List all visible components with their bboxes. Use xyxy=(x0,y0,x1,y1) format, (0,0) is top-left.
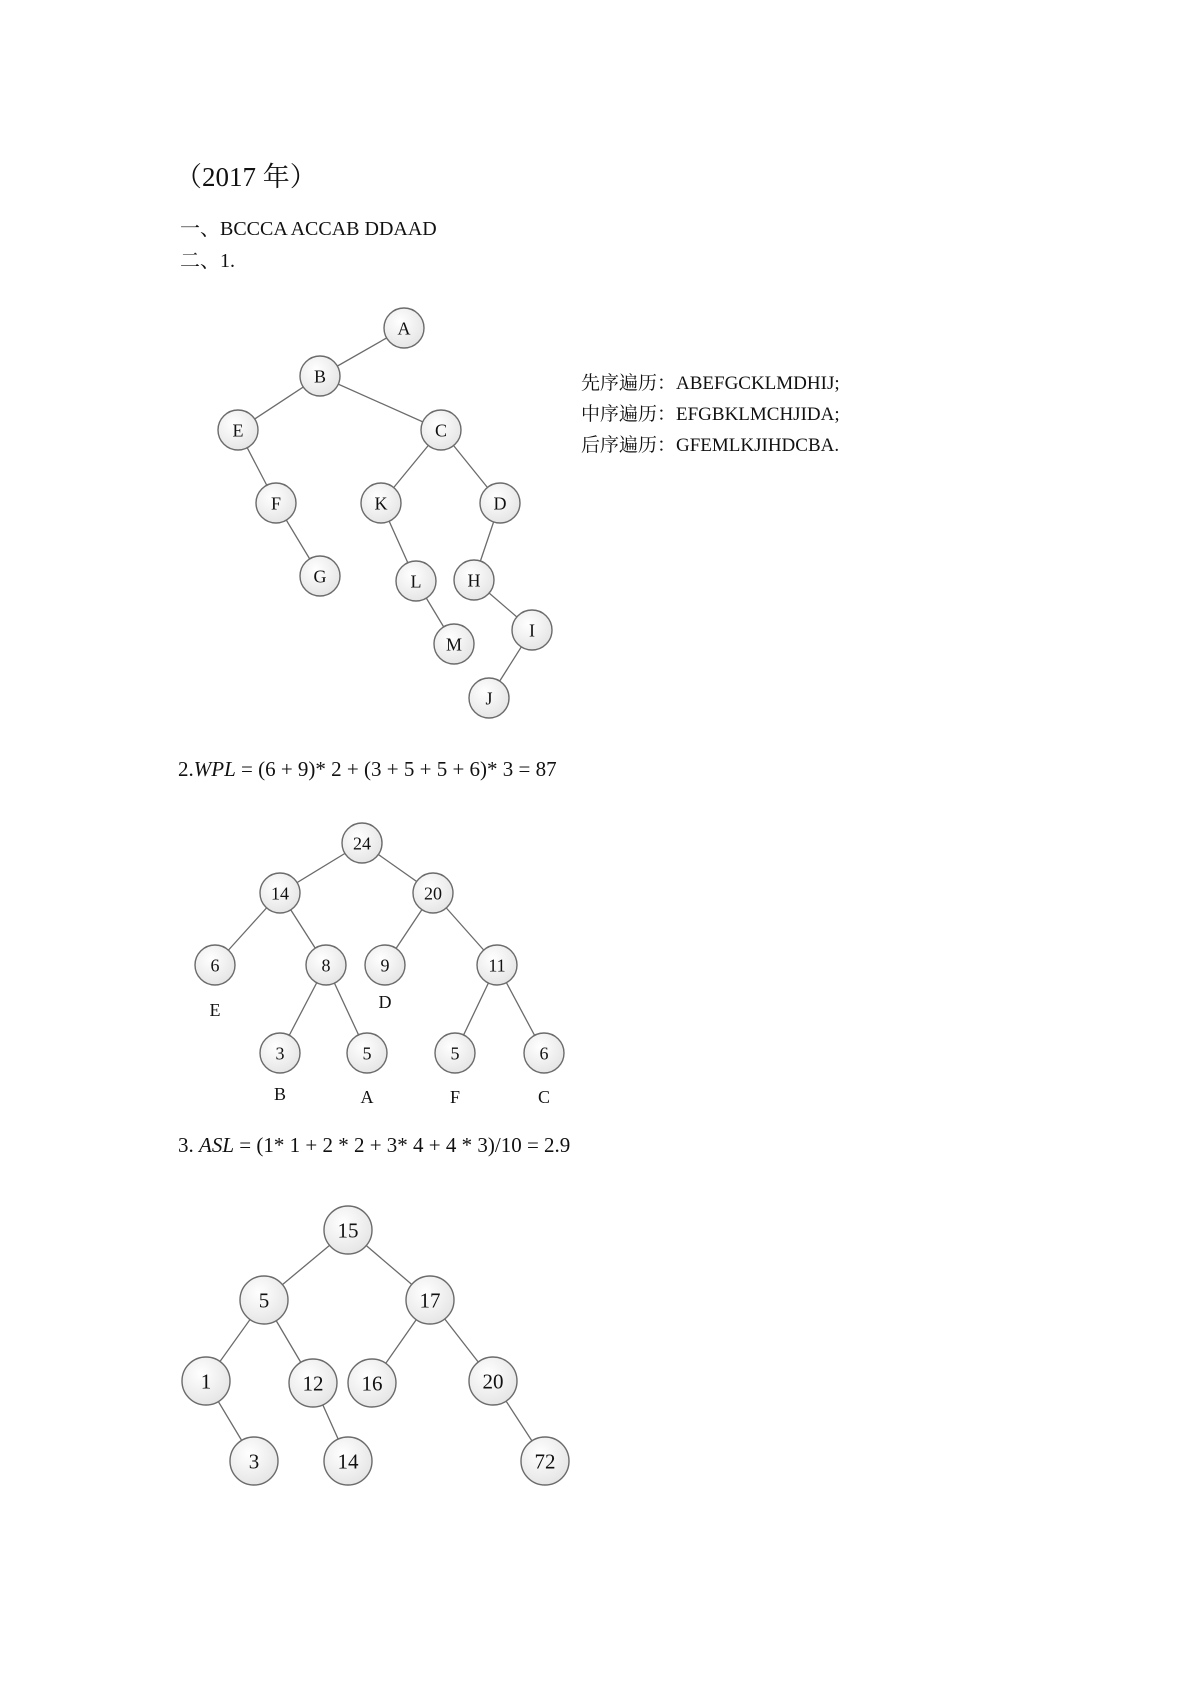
asl-prefix: 3. xyxy=(178,1133,199,1157)
tree2-node-label: 5 xyxy=(362,1043,372,1064)
asl-formula xyxy=(178,1133,570,1158)
tree2-node-label: 6 xyxy=(210,955,220,976)
tree3-node-label: 15 xyxy=(337,1218,359,1243)
tree1-node-label: J xyxy=(485,688,493,709)
tree2-node-label: 9 xyxy=(380,955,390,976)
tree1-node-label: B xyxy=(313,366,327,387)
tree1-node-label: E xyxy=(232,420,244,441)
tree3-node-label: 17 xyxy=(419,1288,441,1313)
preorder-traversal: 先序遍历：ABEFGCKLMDHIJ; xyxy=(581,373,840,394)
tree2-leaf-label: F xyxy=(449,1087,461,1107)
question-2-label: 二、1. xyxy=(180,250,235,272)
tree1-node-label: I xyxy=(529,620,535,641)
tree2-leaf-label: B xyxy=(273,1084,287,1104)
wpl-prefix: 2. xyxy=(178,757,194,781)
tree3-node-label: 20 xyxy=(482,1369,504,1394)
tree1-node-label: C xyxy=(434,420,448,441)
tree2-leaf-label: E xyxy=(209,1000,221,1020)
tree3-node-label: 1 xyxy=(200,1369,212,1394)
binary-tree-diagram xyxy=(0,300,1190,720)
tree1-node-label: D xyxy=(493,493,507,514)
asl-expression: = (1* 1 + 2 * 2 + 3* 4 + 4 * 3)/10 = 2.9 xyxy=(234,1133,571,1157)
tree1-node-label: K xyxy=(374,493,388,514)
tree3-node-label: 14 xyxy=(337,1449,359,1474)
tree2-node-label: 20 xyxy=(424,883,442,904)
tree3-node-label: 5 xyxy=(258,1288,270,1313)
tree1-node-label: F xyxy=(270,493,282,514)
tree3-node-label: 72 xyxy=(534,1449,556,1474)
tree2-node-label: 11 xyxy=(488,955,506,976)
tree2-node-label: 24 xyxy=(353,833,371,854)
tree2-node-label: 6 xyxy=(539,1043,549,1064)
tree1-node-label: A xyxy=(397,318,411,339)
tree2-node-label: 14 xyxy=(271,883,289,904)
tree2-leaf-label: D xyxy=(378,992,392,1012)
tree1-node-label: M xyxy=(445,634,463,655)
tree2-leaf-label: C xyxy=(537,1087,551,1107)
tree1-node-label: H xyxy=(467,570,481,591)
tree1-node-label: G xyxy=(313,566,327,587)
year-heading: （2017 年） xyxy=(175,162,317,192)
wpl-expression: = (6 + 9)* 2 + (3 + 5 + 5 + 6)* 3 = 87 xyxy=(235,757,557,781)
huffman-tree-diagram xyxy=(0,810,1190,1110)
tree3-node-label: 12 xyxy=(302,1371,324,1396)
tree1-node-label: L xyxy=(410,571,422,592)
asl-variable: ASL xyxy=(199,1133,235,1157)
wpl-variable: WPL xyxy=(193,757,236,781)
wpl-formula xyxy=(178,757,557,782)
multiple-choice-answers: 一、BCCCA ACCAB DDAAD xyxy=(180,218,437,240)
tree2-node-label: 5 xyxy=(450,1043,460,1064)
tree2-node-label: 3 xyxy=(275,1043,285,1064)
binary-search-tree-diagram xyxy=(0,1185,1190,1485)
tree2-node-label: 8 xyxy=(321,955,331,976)
postorder-traversal: 后序遍历：GFEMLKJIHDCBA. xyxy=(581,435,840,456)
inorder-traversal: 中序遍历：EFGBKLMCHJIDA; xyxy=(581,404,840,425)
tree3-node-label: 16 xyxy=(361,1371,383,1396)
tree3-node-label: 3 xyxy=(248,1449,260,1474)
tree2-leaf-label: A xyxy=(360,1087,374,1107)
